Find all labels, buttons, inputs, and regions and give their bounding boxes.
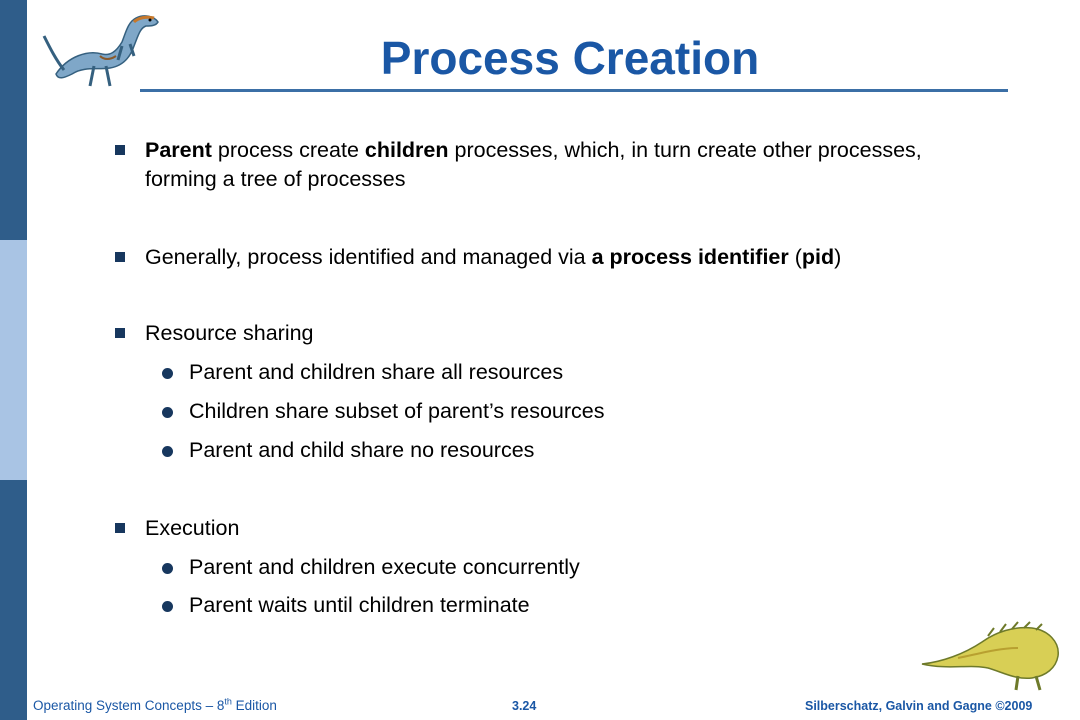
- bullet-item-1: [145, 136, 975, 194]
- bullet-item-3: Resource sharing: [145, 321, 314, 345]
- footer-book-title: [33, 697, 277, 715]
- subitem-4-2: Parent waits until children terminate: [189, 593, 530, 617]
- subitem-3-3: Parent and child share no resources: [189, 438, 535, 462]
- subitem-4-1: Parent and children execute concurrently: [189, 555, 580, 579]
- bullet-1-part-4: processes, which, in turn create other processes, forming a tree of processes: [145, 138, 922, 191]
- bullet-square-icon: [115, 328, 125, 338]
- subitem-3-1: Parent and children share all resources: [189, 360, 564, 384]
- bullet-circle-icon: [162, 407, 173, 418]
- bullet-1-part-2: process create: [211, 138, 365, 162]
- left-accent-bar: [0, 0, 27, 720]
- bullet-circle-icon: [162, 368, 173, 379]
- left-bar-segment-bottom: [0, 480, 27, 720]
- dinosaur-icon: [918, 618, 1068, 693]
- bullet-item-2: [145, 243, 975, 272]
- left-bar-segment-middle: [0, 240, 27, 480]
- bullet-2-part-3: (: [788, 245, 802, 269]
- left-bar-segment-top: [0, 0, 27, 240]
- subitem-3-2: Children share subset of parent’s resources: [189, 399, 605, 423]
- bullet-square-icon: [115, 523, 125, 533]
- footer-title-edition: Edition: [231, 698, 277, 713]
- footer-title-main: Operating System Concepts – 8: [33, 698, 225, 713]
- bullet-2-part-4: pid: [801, 245, 835, 269]
- bullet-2-part-1: Generally, process identified and managed via: [145, 245, 592, 269]
- bullet-square-icon: [115, 252, 125, 262]
- footer-authors: Silberschatz, Galvin and Gagne ©2009: [805, 699, 1033, 713]
- bullet-circle-icon: [162, 601, 173, 612]
- bullet-item-4: Execution: [145, 516, 240, 540]
- bullet-2-part-2: a process identifier: [591, 245, 789, 269]
- bullet-1-part-3: children: [364, 138, 449, 162]
- bullet-circle-icon: [162, 446, 173, 457]
- bullet-1-part-1: Parent: [145, 138, 212, 162]
- bullet-circle-icon: [162, 563, 173, 574]
- bullet-square-icon: [115, 145, 125, 155]
- bullet-2-part-5: ): [834, 245, 842, 269]
- page-number: 3.24: [512, 699, 537, 713]
- page-title: Process Creation: [380, 32, 760, 84]
- footer-title-sup: th: [224, 696, 232, 707]
- title-underline: [140, 89, 1008, 92]
